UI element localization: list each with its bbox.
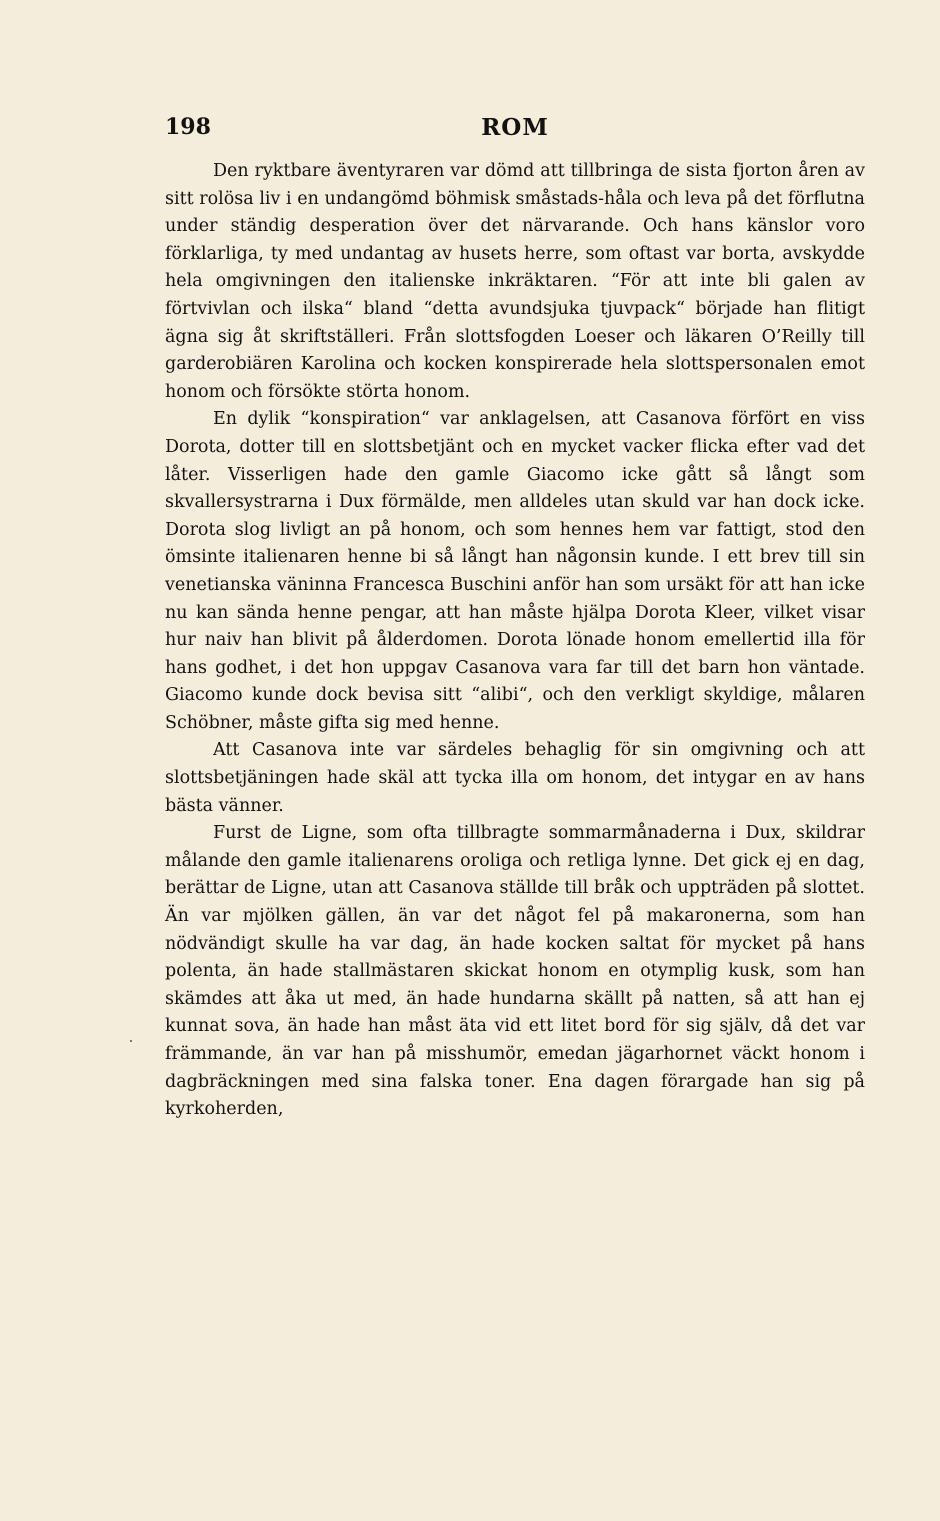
- paragraph: En dylik “konspiration“ var anklagelsen, att Casanova förfört en viss Dorota, dotter till en slottsbetjänt och en mycket vacker flicka efter vad det låter. Visserligen hade den gamle Giacomo icke gått så långt som skvallersystrarna i Dux förmälde, men alldeles utan skuld var han dock icke. Dorota slog livligt an på honom, och som hennes hem var fattigt, stod den ömsinte italienaren henne bi så långt han någonsin kunde. I ett brev till sin venetianska väninna Francesca Buschini anför han som ursäkt för att han icke nu kan sända henne pengar, att han måste hjälpa Dorota Kleer, vilket visar hur naiv han blivit på ålderdomen. Dorota lönade honom emellertid illa för hans godhet, i det hon uppgav Casanova vara far till det barn hon väntade. Giacomo kunde dock bevisa sitt “alibi“, och den verkligt skyldige, målaren Schöbner, måste gifta sig med henne.: [165, 409, 865, 733]
- paragraph: Den ryktbare äventyraren var dömd att tillbringa de sista fjorton åren av sitt rolösa liv i en undangömd böhmisk småstads-håla och leva på det förflutna under ständig desperation över det närvarande. Och hans känslor voro förklarliga, ty med undantag av husets herre, som oftast var borta, avskydde hela omgivningen den italienske inkräktaren. “För att inte bli galen av förtvivlan och ilska“ bland “detta avundsjuka tjuvpack“ började han flitigt ägna sig åt skriftställeri. Från slottsfogden Loeser och läkaren O’Reilly till garderobiären Karolina och kocken konspirerade hela slottspersonalen emot honom och försökte störta honom.: [165, 161, 865, 402]
- page-header: [165, 114, 865, 148]
- body-text: [165, 158, 865, 1124]
- paragraph: Furst de Ligne, som ofta tillbragte sommarmånaderna i Dux, skildrar målande den gamle italienarens oroliga och retliga lynne. Det gick ej en dag, berättar de Ligne, utan att Casanova ställde till bråk och uppträden på slottet. Än var mjölken gällen, än var det något fel på makaronerna, som han nödvändigt skulle ha var dag, än hade kocken saltat för mycket på hans polenta, än hade stallmästaren skickat honom en otymplig kusk, som han skämdes att åka ut med, än hade hundarna skällt på natten, så att han ej kunnat sova, än hade han måst äta vid ett litet bord för sig själv, då det var främmande, än var han på misshumör, emedan jägarhornet väckt honom i dagbräckningen med sina falska toner. Ena dagen förargade han sig på kyrkoherden,: [165, 823, 865, 1120]
- margin-dot: [130, 1040, 132, 1042]
- running-head: ROM: [481, 114, 549, 141]
- paragraph: Att Casanova inte var särdeles behaglig för sin omgivning och att slottsbetjäningen hade skäl att tycka illa om honom, det intygar en av hans bästa vänner.: [165, 740, 865, 816]
- page-number: 198: [165, 114, 211, 140]
